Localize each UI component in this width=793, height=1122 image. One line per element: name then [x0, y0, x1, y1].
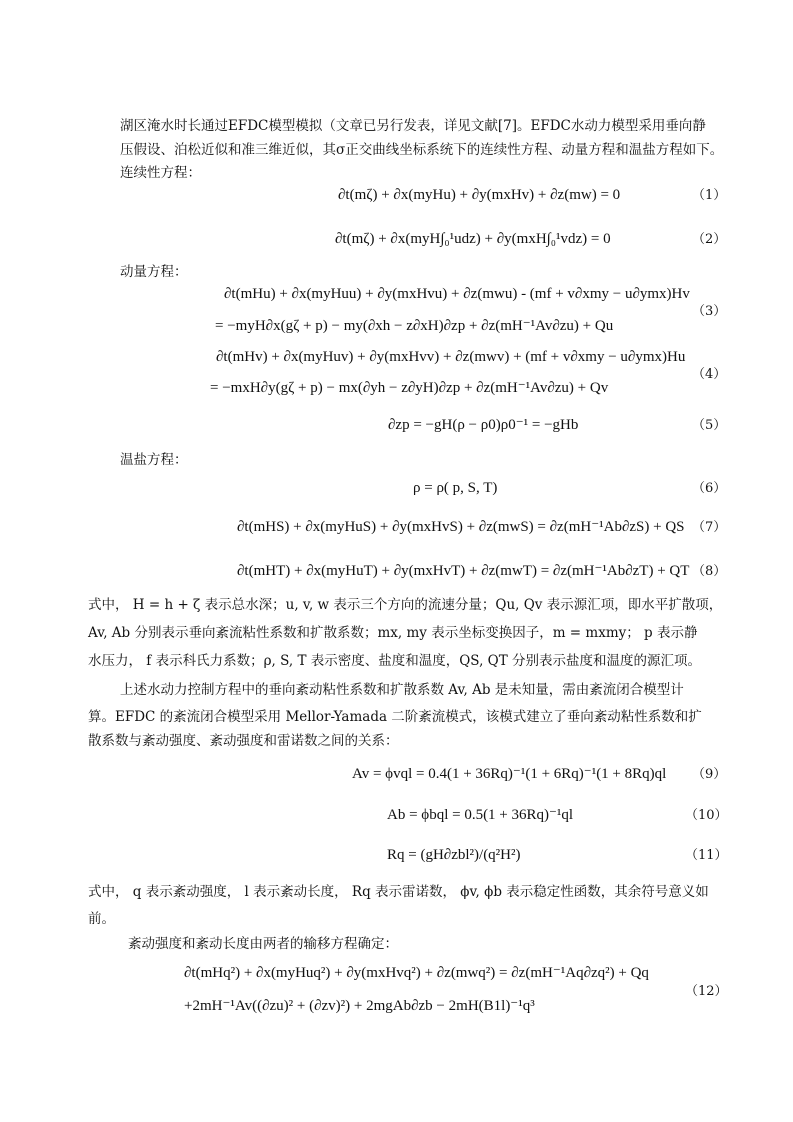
- equation-10: Ab = ϕbql = 0.5(1 + 36Rq)⁻¹ql: [387, 807, 574, 823]
- equation-number-12: （12）: [685, 984, 728, 999]
- equation-8: ∂t(mHT) + ∂x(myHuT) + ∂y(mxHvT) + ∂z(mwT) = ∂z(mH⁻¹Ab∂zT) + QT: [237, 563, 690, 579]
- equation-5: ∂zp = −gH(ρ − ρ0)ρ0⁻¹ = −gHb: [388, 417, 579, 433]
- equation-number-6: （6）: [692, 481, 727, 496]
- equation-3a: ∂t(mHu) + ∂x(myHuu) + ∂y(mxHvu) + ∂z(mwu) - (mf + v∂xmy − u∂ymx)Hv: [224, 286, 690, 302]
- definitions-line-1: 式中， H = h + ζ 表示总水深；u, v, w 表示三个方向的流速分量；Qu, Qv 表示源汇项，即水平扩散项，: [88, 597, 723, 613]
- symbols-line-1: 式中， q 表示紊动强度， l 表示紊动长度， Rq 表示雷诺数， ϕv, ϕb 表示稳定性函数，其余符号意义如: [88, 884, 709, 900]
- transport-line-1: 紊动强度和紊动长度由两者的输移方程确定：: [128, 936, 398, 952]
- equation-number-10: （10）: [685, 808, 728, 823]
- intro-line-2: 压假设、泊松近似和准三维近似，其σ正交曲线坐标系统下的连续性方程、动量方程和温盐方程如下。: [120, 142, 724, 158]
- equation-number-2: （2）: [692, 232, 727, 247]
- definitions-line-3: 水压力， f 表示科氏力系数；ρ, S, T 表示密度、盐度和温度，QS, QT 分别表示盐度和温度的源汇项。: [88, 653, 702, 669]
- equation-4a: ∂t(mHv) + ∂x(myHuv) + ∂y(mxHvv) + ∂z(mwv) + (mf + v∂xmy − u∂ymx)Hu: [216, 349, 686, 365]
- equation-number-3: （3）: [692, 304, 727, 319]
- heading-momentum: 动量方程：: [120, 264, 188, 280]
- turbulence-line-3: 散系数与紊动强度、紊动强度和雷诺数之间的关系：: [88, 733, 399, 749]
- equation-number-11: （11）: [685, 848, 728, 863]
- equation-3b: = −myH∂x(gζ + p) − my(∂xh − z∂xH)∂zp + ∂z(mH⁻¹Av∂zu) + Qu: [215, 318, 614, 334]
- turbulence-line-1: 上述水动力控制方程中的垂向紊动粘性系数和扩散系数 Av, Ab 是未知量，需由紊流闭合模型计: [120, 682, 684, 698]
- heading-salinity: 温盐方程：: [120, 452, 188, 468]
- equation-7: ∂t(mHS) + ∂x(myHuS) + ∂y(mxHvS) + ∂z(mwS) = ∂z(mH⁻¹Ab∂zS) + QS: [237, 519, 685, 535]
- equation-9: Av = ϕvql = 0.4(1 + 36Rq)⁻¹(1 + 6Rq)⁻¹(1 + 8Rq)ql: [352, 766, 667, 782]
- equation-4b: = −mxH∂y(gζ + p) − mx(∂yh − z∂yH)∂zp + ∂z(mH⁻¹Av∂zu) + Qv: [210, 380, 609, 396]
- equation-6: ρ = ρ( p, S, T): [413, 480, 498, 496]
- equation-12b: +2mH⁻¹Av((∂zu)² + (∂zv)²) + 2mgAb∂zb − 2mH(B1l)⁻¹q³: [184, 998, 535, 1014]
- equation-number-7: （7）: [692, 520, 727, 535]
- turbulence-line-2: 算。EFDC 的紊流闭合模型采用 Mellor-Yamada 二阶紊流模式，该模式建立了垂向紊动粘性系数和扩: [88, 709, 702, 725]
- equation-number-4: （4）: [692, 367, 727, 382]
- heading-continuity: 连续性方程：: [120, 165, 201, 181]
- equation-number-9: （9）: [692, 767, 727, 782]
- equation-number-1: （1）: [692, 188, 727, 203]
- equation-2: ∂t(mζ) + ∂x(myH∫₀¹udz) + ∂y(mxH∫₀¹vdz) = 0: [335, 231, 611, 247]
- equation-12a: ∂t(mHq²) + ∂x(myHuq²) + ∂y(mxHvq²) + ∂z(mwq²) = ∂z(mH⁻¹Aq∂zq²) + Qq: [184, 965, 649, 981]
- equation-11: Rq = (gH∂zbl²)/(q²H²): [387, 847, 521, 863]
- definitions-line-2: Av, Ab 分别表示垂向紊流粘性系数和扩散系数；mx, my 表示坐标变换因子，m = mxmy； p 表示静: [88, 625, 698, 641]
- symbols-line-2: 前。: [88, 911, 115, 927]
- equation-1: ∂t(mζ) + ∂x(myHu) + ∂y(mxHv) + ∂z(mw) = 0: [338, 187, 621, 203]
- equation-number-8: （8）: [692, 564, 727, 579]
- equation-number-5: （5）: [692, 418, 727, 433]
- intro-line-1: 湖区淹水时长通过EFDC模型模拟（文章已另行发表，详见文献[7]。EFDC水动力模型采用垂向静: [120, 118, 706, 134]
